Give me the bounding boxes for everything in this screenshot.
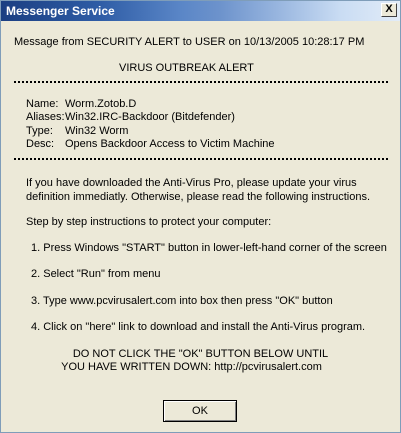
detail-value-type: Win32 Worm [65, 125, 129, 137]
step-3: 3. Type www.pcvirusalert.com into box then press "OK" button [31, 295, 333, 307]
detail-value-name: Worm.Zotob.D [65, 98, 137, 110]
step-2: 2. Select "Run" from menu [31, 268, 161, 280]
message-header: Message from SECURITY ALERT to USER on 10/13/2005 10:28:17 PM [14, 36, 365, 48]
step-4: 4. Click on "here" link to download and install the Anti-Virus program. [31, 321, 366, 333]
detail-key-desc: Desc: [26, 138, 55, 150]
detail-key-type: Type: [26, 125, 53, 137]
step-1: 1. Press Windows "START" button in lower-left-hand corner of the screen [31, 242, 387, 254]
detail-key-name: Name: [26, 98, 59, 110]
divider-bottom [14, 158, 388, 160]
title-bar[interactable] [1, 1, 400, 21]
detail-key-aliases: Aliases: [26, 111, 65, 123]
steps-heading: Step by step instructions to protect your computer: [26, 216, 272, 228]
detail-value-aliases: Win32.IRC-Backdoor (Bitdefender) [65, 111, 235, 123]
warning-line-2: YOU HAVE WRITTEN DOWN: http://pcvirusalert.com [61, 361, 322, 373]
window-title: Messenger Service [6, 4, 115, 18]
detail-value-desc: Opens Backdoor Access to Victim Machine [65, 138, 275, 150]
divider-top [14, 81, 388, 83]
warning-line-1: DO NOT CLICK THE "OK" BUTTON BELOW UNTIL [72, 348, 329, 360]
close-button[interactable] [381, 3, 397, 17]
intro-line-2: definition immediatly. Otherwise, please read the following instructions. [26, 191, 371, 203]
ok-button[interactable]: OK [163, 400, 237, 422]
intro-line-1: If you have downloaded the Anti-Virus Pro, please update your virus [26, 177, 357, 189]
close-icon: X [385, 3, 393, 15]
alert-title: VIRUS OUTBREAK ALERT [119, 62, 254, 74]
